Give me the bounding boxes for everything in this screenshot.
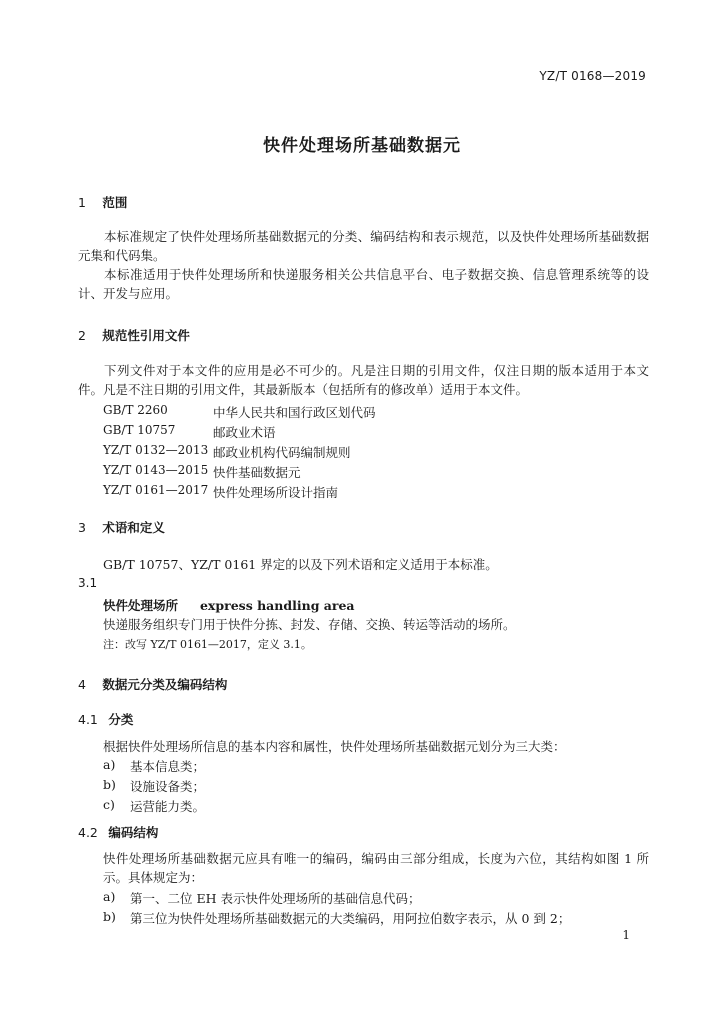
reference-title: 快件处理场所设计指南 (213, 485, 339, 500)
section-title: 编码结构 (108, 825, 159, 840)
section-3-paragraph-1: GB/T 10757、YZ/T 0161 界定的以及下列术语和定义适用于本标准。 (103, 557, 498, 572)
document-title: 快件处理场所基础数据元 (263, 136, 461, 156)
section-number: 4.1 (78, 712, 98, 727)
list-item-label: a) (103, 757, 116, 772)
term-english: express handling area (199, 598, 355, 613)
section-title: 规范性引用文件 (102, 328, 190, 343)
page-number: 1 (622, 928, 630, 942)
term-note: 注：改写 YZ/T 0161—2017，定义 3.1。 (103, 638, 312, 651)
reference-code: YZ/T 0132—2013 (103, 443, 209, 457)
list-item-label: c) (103, 797, 115, 812)
section-number: 1 (78, 195, 86, 210)
section-title: 分类 (108, 712, 134, 727)
reference-code: GB/T 2260 (103, 403, 168, 417)
reference-title: 邮政业机构代码编制规则 (213, 445, 351, 460)
section-number: 4.2 (78, 825, 98, 840)
standard-code-header: YZ/T 0168—2019 (539, 69, 646, 83)
list-item: 设施设备类； (130, 779, 206, 794)
reference-title: 快件基础数据元 (213, 465, 301, 480)
term-definition: 快递服务组织专门用于快件分拣、封发、存储、交换、转运等活动的场所。 (103, 617, 516, 632)
section-2-heading (78, 326, 190, 344)
section-number: 2 (78, 328, 86, 343)
reference-title: 邮政业术语 (213, 425, 276, 440)
section-4-1-paragraph: 根据快件处理场所信息的基本内容和属性，快件处理场所基础数据元划分为三大类： (103, 739, 566, 754)
section-number: 4 (78, 677, 86, 692)
section-2-paragraph-1: 下列文件对于本文件的应用是必不可少的。凡是注日期的引用文件，仅注日期的版本适用于本文件。凡是不注日期的引用文件，其最新版本（包括所有的修改单）适用于本文件。 (78, 363, 649, 397)
list-item-label: a) (103, 889, 116, 904)
reference-code: YZ/T 0143—2015 (103, 463, 209, 477)
section-4-2-heading (78, 823, 158, 841)
list-item: 基本信息类； (130, 759, 206, 774)
section-1-paragraph-2: 本标准适用于快件处理场所和快递服务相关公共信息平台、电子数据交换、信息管理系统等的设计、开发与应用。 (78, 267, 649, 301)
section-title: 术语和定义 (102, 520, 165, 535)
list-item-label: b) (103, 777, 116, 792)
section-4-heading (78, 675, 227, 693)
section-1-heading (78, 193, 127, 211)
term-chinese: 快件处理场所 (103, 598, 179, 613)
term-entry (103, 596, 355, 614)
list-item: 第三位为快件处理场所基础数据元的大类编码，用阿拉伯数字表示，从 0 到 2； (130, 911, 571, 926)
section-number: 3 (78, 520, 86, 535)
list-item-label: b) (103, 909, 116, 924)
reference-code: YZ/T 0161—2017 (103, 483, 209, 497)
reference-code: GB/T 10757 (103, 423, 176, 437)
term-number: 3.1 (78, 576, 98, 590)
reference-title: 中华人民共和国行政区划代码 (213, 405, 376, 420)
section-title: 数据元分类及编码结构 (102, 677, 228, 692)
list-item: 运营能力类。 (130, 799, 206, 814)
section-4-2-paragraph: 快件处理场所基础数据元应具有唯一的编码，编码由三部分组成，长度为六位，其结构如图 1 所示。具体规定为： (103, 851, 649, 885)
section-3-heading (78, 518, 165, 536)
list-item: 第一、二位 EH 表示快件处理场所的基础信息代码； (130, 891, 421, 906)
section-title: 范围 (102, 195, 128, 210)
section-1-paragraph-1: 本标准规定了快件处理场所基础数据元的分类、编码结构和表示规范，以及快件处理场所基础数据元集和代码集。 (78, 229, 649, 263)
section-4-1-heading (78, 710, 133, 728)
